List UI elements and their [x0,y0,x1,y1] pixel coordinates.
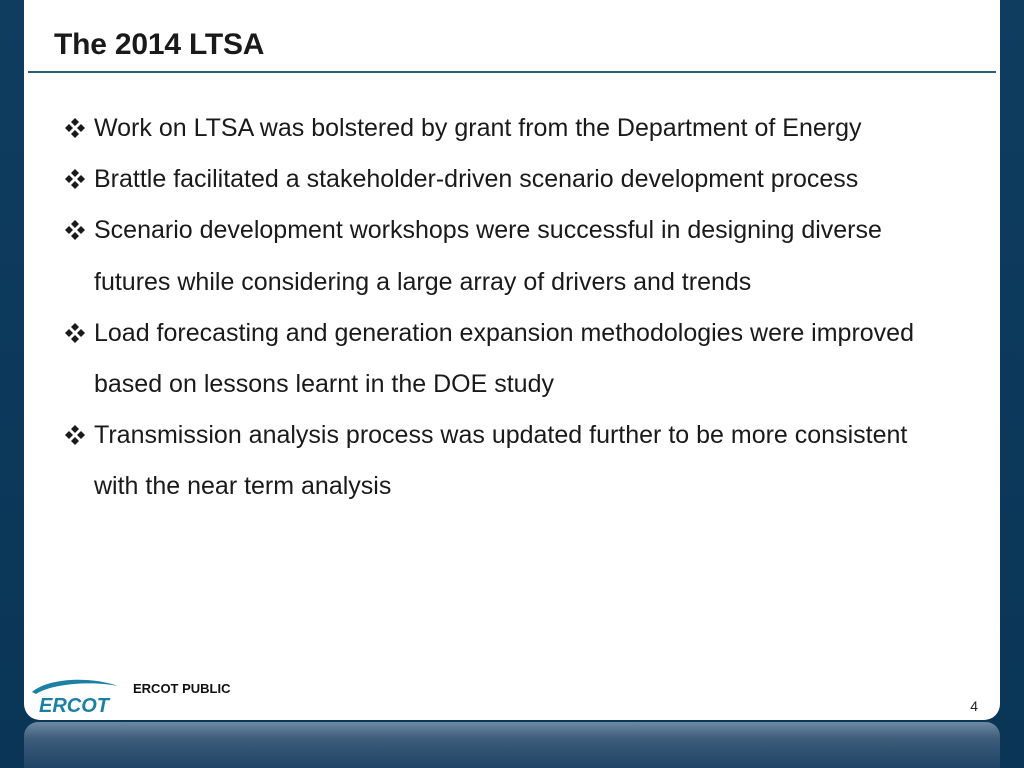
four-diamond-icon [64,424,86,446]
four-diamond-icon [64,322,86,344]
title-divider [28,71,996,73]
bullet-item-4 [64,308,944,410]
bullet-text: Brattle facilitated a stakeholder-driven scenario development process [94,165,859,194]
bullet-text: Transmission analysis process was updated further to be more consistent with the near term analysis [94,421,908,501]
four-diamond-icon [64,219,86,241]
bullet-text: Load forecasting and generation expansion methodologies were improved based on lessons learnt in the DOE study [94,318,914,399]
footer-classification-label: ERCOT PUBLIC [133,681,231,696]
slide-canvas [24,0,1000,720]
four-diamond-icon [64,168,86,190]
slide-bottom-band [24,722,1000,768]
ercot-logo [28,676,120,716]
bullet-item-3 [64,205,944,307]
bullet-text: Work on LTSA was bolstered by grant from the Department of Energy [94,114,862,142]
bullet-item-5 [64,410,944,512]
four-diamond-icon [64,117,86,139]
page-number: 4 [970,698,978,714]
logo-wordmark: ERCOT [39,695,109,716]
bullet-item-2 [64,154,944,205]
bullet-item-1 [64,103,944,154]
bullet-list [64,103,944,513]
bullet-text: Scenario development workshops were successful in designing diverse futures while considering a large array of drivers and trends [94,216,882,296]
slide-title: The 2014 LTSA [54,28,265,61]
